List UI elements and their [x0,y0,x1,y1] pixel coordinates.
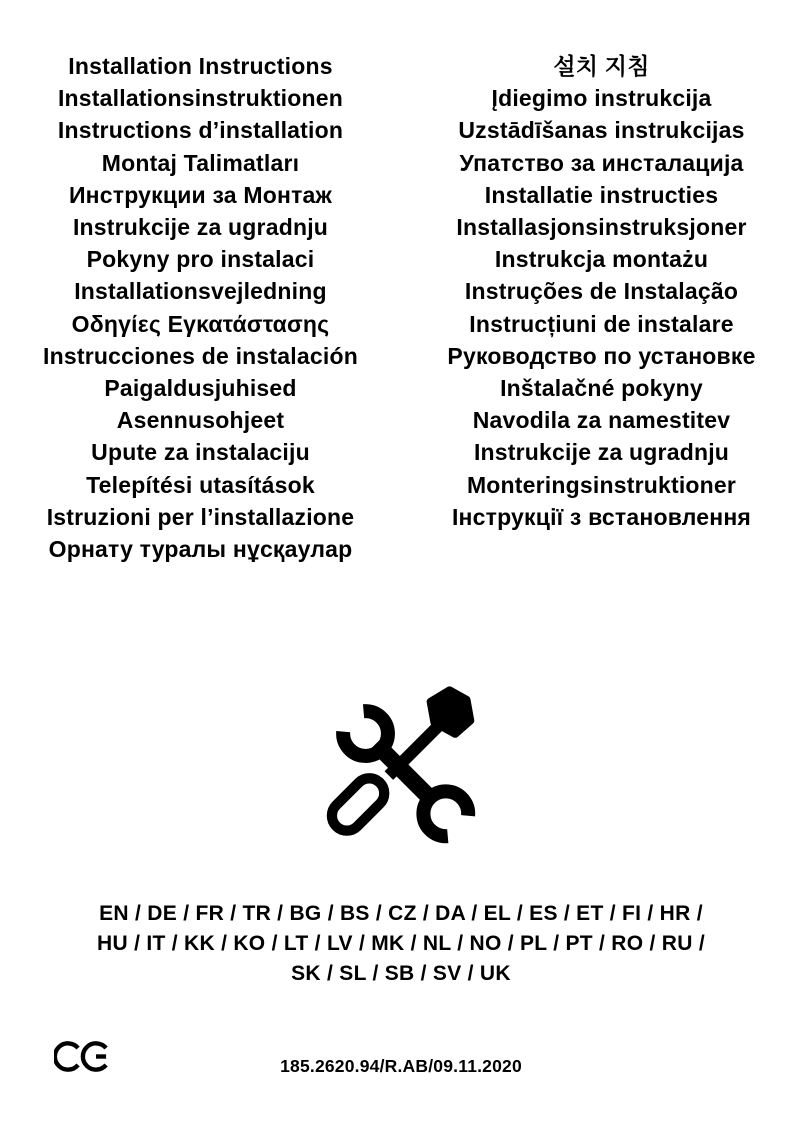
title-line: Telepítési utasítások [86,471,315,498]
title-line: Installasjonsinstruksjoner [456,214,747,241]
language-codes-line: SK / SL / SB / SV / UK [291,962,511,986]
title-line: 설치 지침 [553,53,650,79]
title-line: Упатство за инсталација [459,149,744,176]
title-line: Instrukcije za ugradnju [72,214,329,241]
title-line: Istruzioni per l’installazione [46,503,355,530]
title-line: Інструкції з встановлення [451,503,752,530]
title-line: Орнату туралы нұсқаулар [48,536,353,563]
footer [0,1036,802,1096]
title-column-right [401,50,802,565]
title-line: Instrukcije za ugradnju [473,439,730,466]
title-line: Įdiegimo instrukcija [491,85,712,112]
document-number: 185.2620.94/R.AB/09.11.2020 [280,1056,522,1076]
language-codes-line: HU / IT / KK / KO / LT / LV / MK / NL / NO / PL / PT / RO / RU / [97,932,705,956]
title-line: Installation Instructions [68,53,333,79]
title-line: Asennusohjeet [116,407,285,434]
title-line: Navodila za namestitev [472,407,731,434]
title-column-left [0,50,401,565]
title-line: Uzstādīšanas instrukcijas [458,117,745,144]
title-line: Instruções de Instalação [464,278,739,305]
language-codes-line: EN / DE / FR / TR / BG / BS / CZ / DA / EL / ES / ET / FI / HR / [99,902,703,926]
title-line: Paigaldusjuhised [104,375,297,402]
title-line: Instrucțiuni de instalare [469,310,734,337]
title-line: Installationsvejledning [74,278,327,305]
title-line: Instrukcja montażu [494,246,709,273]
title-line: Installatie instructies [484,181,719,208]
title-line: Montaj Talimatları [101,149,300,176]
title-line: Upute za instalaciju [91,439,310,466]
title-line: Инструкции за Монтаж [68,181,333,208]
title-line: Monteringsinstruktioner [466,471,737,498]
language-codes-list [0,899,802,989]
title-line: Instrucciones de instalación [43,342,358,369]
title-line: Руководство по установке [447,342,756,369]
title-line: Installationsinstruktionen [57,85,344,112]
title-line: Pokyny pro instalaci [86,246,315,273]
title-line: Οδηγίες Εγκατάστασης [71,310,330,337]
title-line: Instructions d’installation [57,117,344,144]
multilingual-title-block [0,0,802,565]
title-line: Inštalačné pokyny [500,375,703,402]
wrench-screwdriver-icon [317,685,485,853]
